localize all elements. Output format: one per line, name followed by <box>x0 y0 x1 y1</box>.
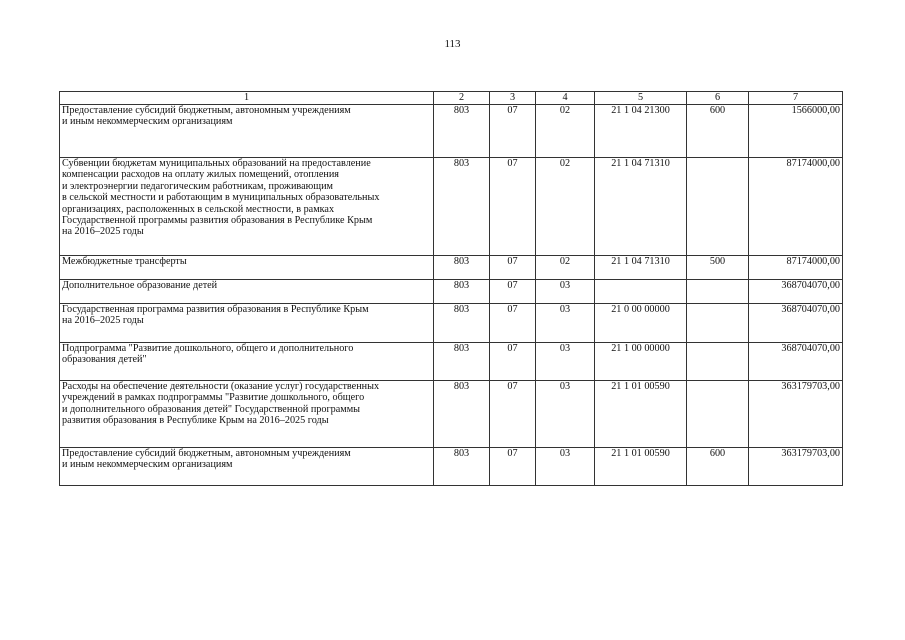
header-col-6: 6 <box>687 92 749 105</box>
ministry-code: 803 <box>434 381 490 448</box>
section-code: 07 <box>490 304 536 343</box>
ministry-code: 803 <box>434 304 490 343</box>
table-row <box>60 448 843 486</box>
expense-name: Государственная программа развития образования в Республике Крым на 2016–2025 годы <box>60 304 434 343</box>
target-article-code: 21 1 04 71310 <box>595 158 687 256</box>
ministry-code: 803 <box>434 158 490 256</box>
table-row <box>60 105 843 158</box>
expense-type-code <box>687 280 749 304</box>
section-code: 07 <box>490 343 536 381</box>
expense-name: Расходы на обеспечение деятельности (оказание услуг) государственных учреждений в рамках подпрограммы "Развитие дошкольного, общего и дополнительного образования детей" Государственной программы развития образования в Республике Крым на 2016–2025 годы <box>60 381 434 448</box>
header-col-7: 7 <box>749 92 843 105</box>
expense-type-code <box>687 158 749 256</box>
page-number: 113 <box>444 38 461 50</box>
amount: 363179703,00 <box>749 448 843 486</box>
expense-type-code: 500 <box>687 256 749 280</box>
header-col-5: 5 <box>595 92 687 105</box>
target-article-code: 21 1 01 00590 <box>595 448 687 486</box>
section-code: 07 <box>490 158 536 256</box>
table-row <box>60 381 843 448</box>
table-row <box>60 304 843 343</box>
section-code: 07 <box>490 280 536 304</box>
ministry-code: 803 <box>434 105 490 158</box>
table-row <box>60 256 843 280</box>
target-article-code: 21 1 04 21300 <box>595 105 687 158</box>
header-col-1: 1 <box>60 92 434 105</box>
amount: 87174000,00 <box>749 256 843 280</box>
amount: 368704070,00 <box>749 343 843 381</box>
subsection-code: 03 <box>536 381 595 448</box>
budget-table <box>59 91 843 486</box>
expense-type-code <box>687 381 749 448</box>
section-code: 07 <box>490 105 536 158</box>
section-code: 07 <box>490 256 536 280</box>
subsection-code: 03 <box>536 448 595 486</box>
target-article-code <box>595 280 687 304</box>
header-col-4: 4 <box>536 92 595 105</box>
expense-type-code: 600 <box>687 448 749 486</box>
header-col-2: 2 <box>434 92 490 105</box>
expense-name: Межбюджетные трансферты <box>60 256 434 280</box>
ministry-code: 803 <box>434 343 490 381</box>
target-article-code: 21 1 00 00000 <box>595 343 687 381</box>
subsection-code: 03 <box>536 304 595 343</box>
amount: 368704070,00 <box>749 304 843 343</box>
section-code: 07 <box>490 448 536 486</box>
amount: 368704070,00 <box>749 280 843 304</box>
table-row <box>60 343 843 381</box>
subsection-code: 02 <box>536 256 595 280</box>
subsection-code: 03 <box>536 280 595 304</box>
table-row <box>60 158 843 256</box>
section-code: 07 <box>490 381 536 448</box>
amount: 1566000,00 <box>749 105 843 158</box>
target-article-code: 21 1 04 71310 <box>595 256 687 280</box>
expense-type-code <box>687 343 749 381</box>
amount: 87174000,00 <box>749 158 843 256</box>
ministry-code: 803 <box>434 280 490 304</box>
expense-type-code <box>687 304 749 343</box>
expense-name: Предоставление субсидий бюджетным, автономным учреждениям и иным некоммерческим организациям <box>60 105 434 158</box>
expense-name: Субвенции бюджетам муниципальных образований на предоставление компенсации расходов на оплату жилых помещений, отопления и электроэнергии педагогическим работникам, проживающим в сельской местности и работающим в муниципальных образовательных организациях, расположенных в сельской местности, в рамках Государственной программы развития образования в Республике Крым на 2016–2025 годы <box>60 158 434 256</box>
subsection-code: 02 <box>536 105 595 158</box>
header-col-3: 3 <box>490 92 536 105</box>
amount: 363179703,00 <box>749 381 843 448</box>
subsection-code: 03 <box>536 343 595 381</box>
ministry-code: 803 <box>434 448 490 486</box>
header-row <box>60 92 843 105</box>
table-row <box>60 280 843 304</box>
target-article-code: 21 0 00 00000 <box>595 304 687 343</box>
ministry-code: 803 <box>434 256 490 280</box>
expense-name: Предоставление субсидий бюджетным, автономным учреждениям и иным некоммерческим организациям <box>60 448 434 486</box>
expense-type-code: 600 <box>687 105 749 158</box>
subsection-code: 02 <box>536 158 595 256</box>
expense-name: Дополнительное образование детей <box>60 280 434 304</box>
target-article-code: 21 1 01 00590 <box>595 381 687 448</box>
expense-name: Подпрограмма "Развитие дошкольного, общего и дополнительного образования детей" <box>60 343 434 381</box>
